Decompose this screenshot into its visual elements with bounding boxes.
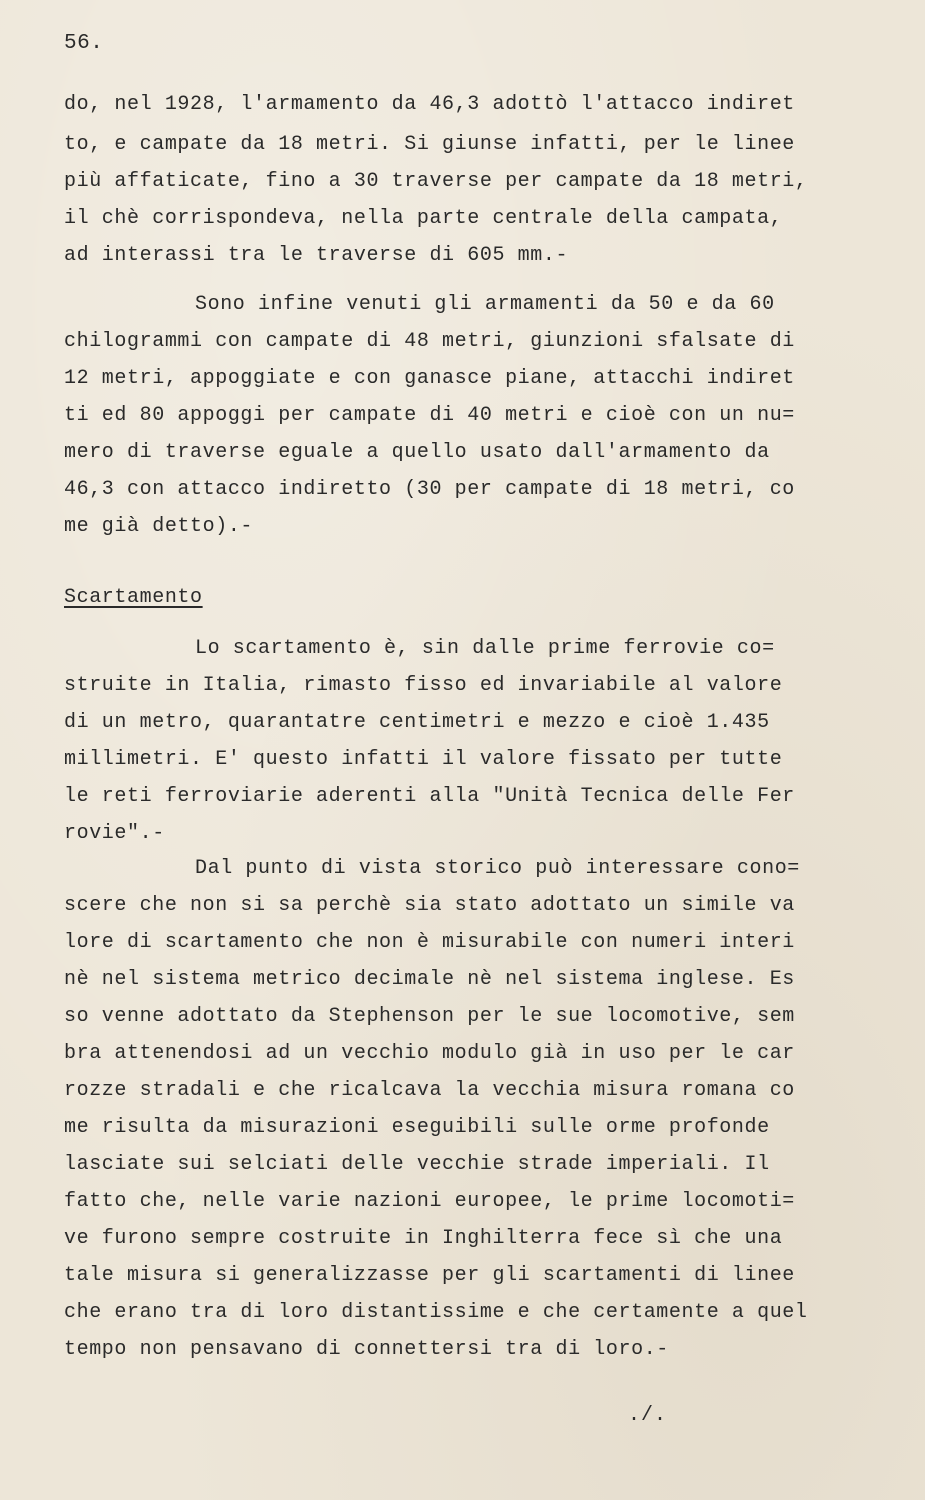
paragraph-4-line: ve furono sempre costruite in Inghilterra fece sì che una (64, 1227, 783, 1250)
paragraph-1-line: più affaticate, fino a 30 traverse per campate da 18 metri, (64, 170, 808, 193)
paragraph-1-line: il chè corrispondeva, nella parte centrale della campata, (64, 207, 783, 230)
continuation-mark: ./. (627, 1404, 667, 1427)
paragraph-1-line: ad interassi tra le traverse di 605 mm.- (64, 244, 569, 267)
paragraph-3-line: rovie".- (64, 822, 165, 845)
paragraph-3-line: Lo scartamento è, sin dalle prime ferrovie co= (195, 637, 775, 660)
paragraph-2-line: 12 metri, appoggiate e con ganasce piane, attacchi indiret (64, 367, 795, 390)
paragraph-4-line: nè nel sistema metrico decimale nè nel sistema inglese. Es (64, 968, 795, 991)
paragraph-4-line: bra attenendosi ad un vecchio modulo già in uso per le car (64, 1042, 795, 1065)
paragraph-4-line: tale misura si generalizzasse per gli scartamenti di linee (64, 1264, 795, 1287)
paragraph-2-line: mero di traverse eguale a quello usato dall'armamento da (64, 441, 770, 464)
paragraph-4-line: scere che non si sa perchè sia stato adottato un simile va (64, 894, 795, 917)
paragraph-4-line: Dal punto di vista storico può interessare cono= (195, 857, 800, 880)
paragraph-4-line: fatto che, nelle varie nazioni europee, le prime locomoti= (64, 1190, 795, 1213)
paragraph-1-line: do, nel 1928, l'armamento da 46,3 adottò l'attacco indiret (64, 93, 795, 116)
paragraph-4-line: tempo non pensavano di connettersi tra di loro.- (64, 1338, 669, 1361)
paragraph-3-line: di un metro, quarantatre centimetri e mezzo e cioè 1.435 (64, 711, 770, 734)
paragraph-4-line: me risulta da misurazioni eseguibili sulle orme profonde (64, 1116, 770, 1139)
paragraph-2-line: ti ed 80 appoggi per campate di 40 metri e cioè con un nu= (64, 404, 795, 427)
page-number: 56. (64, 32, 104, 55)
paragraph-2-line: Sono infine venuti gli armamenti da 50 e da 60 (195, 293, 775, 316)
paragraph-2-line: me già detto).- (64, 515, 254, 538)
paragraph-2-line: chilogrammi con campate di 48 metri, giunzioni sfalsate di (64, 330, 795, 353)
section-heading: Scartamento (64, 586, 203, 609)
paragraph-4-line: so venne adottato da Stephenson per le sue locomotive, sem (64, 1005, 795, 1028)
paragraph-4-line: lasciate sui selciati delle vecchie strade imperiali. Il (64, 1153, 770, 1176)
paragraph-2-line: 46,3 con attacco indiretto (30 per campate di 18 metri, co (64, 478, 795, 501)
paragraph-4-line: lore di scartamento che non è misurabile con numeri interi (64, 931, 795, 954)
paragraph-4-line: che erano tra di loro distantissime e che certamente a quel (64, 1301, 808, 1324)
paragraph-3-line: millimetri. E' questo infatti il valore fissato per tutte (64, 748, 783, 771)
paragraph-3-line: struite in Italia, rimasto fisso ed invariabile al valore (64, 674, 783, 697)
paragraph-3-line: le reti ferroviarie aderenti alla "Unità Tecnica delle Fer (64, 785, 795, 808)
paragraph-1-line: to, e campate da 18 metri. Si giunse infatti, per le linee (64, 133, 795, 156)
paragraph-4-line: rozze stradali e che ricalcava la vecchia misura romana co (64, 1079, 795, 1102)
